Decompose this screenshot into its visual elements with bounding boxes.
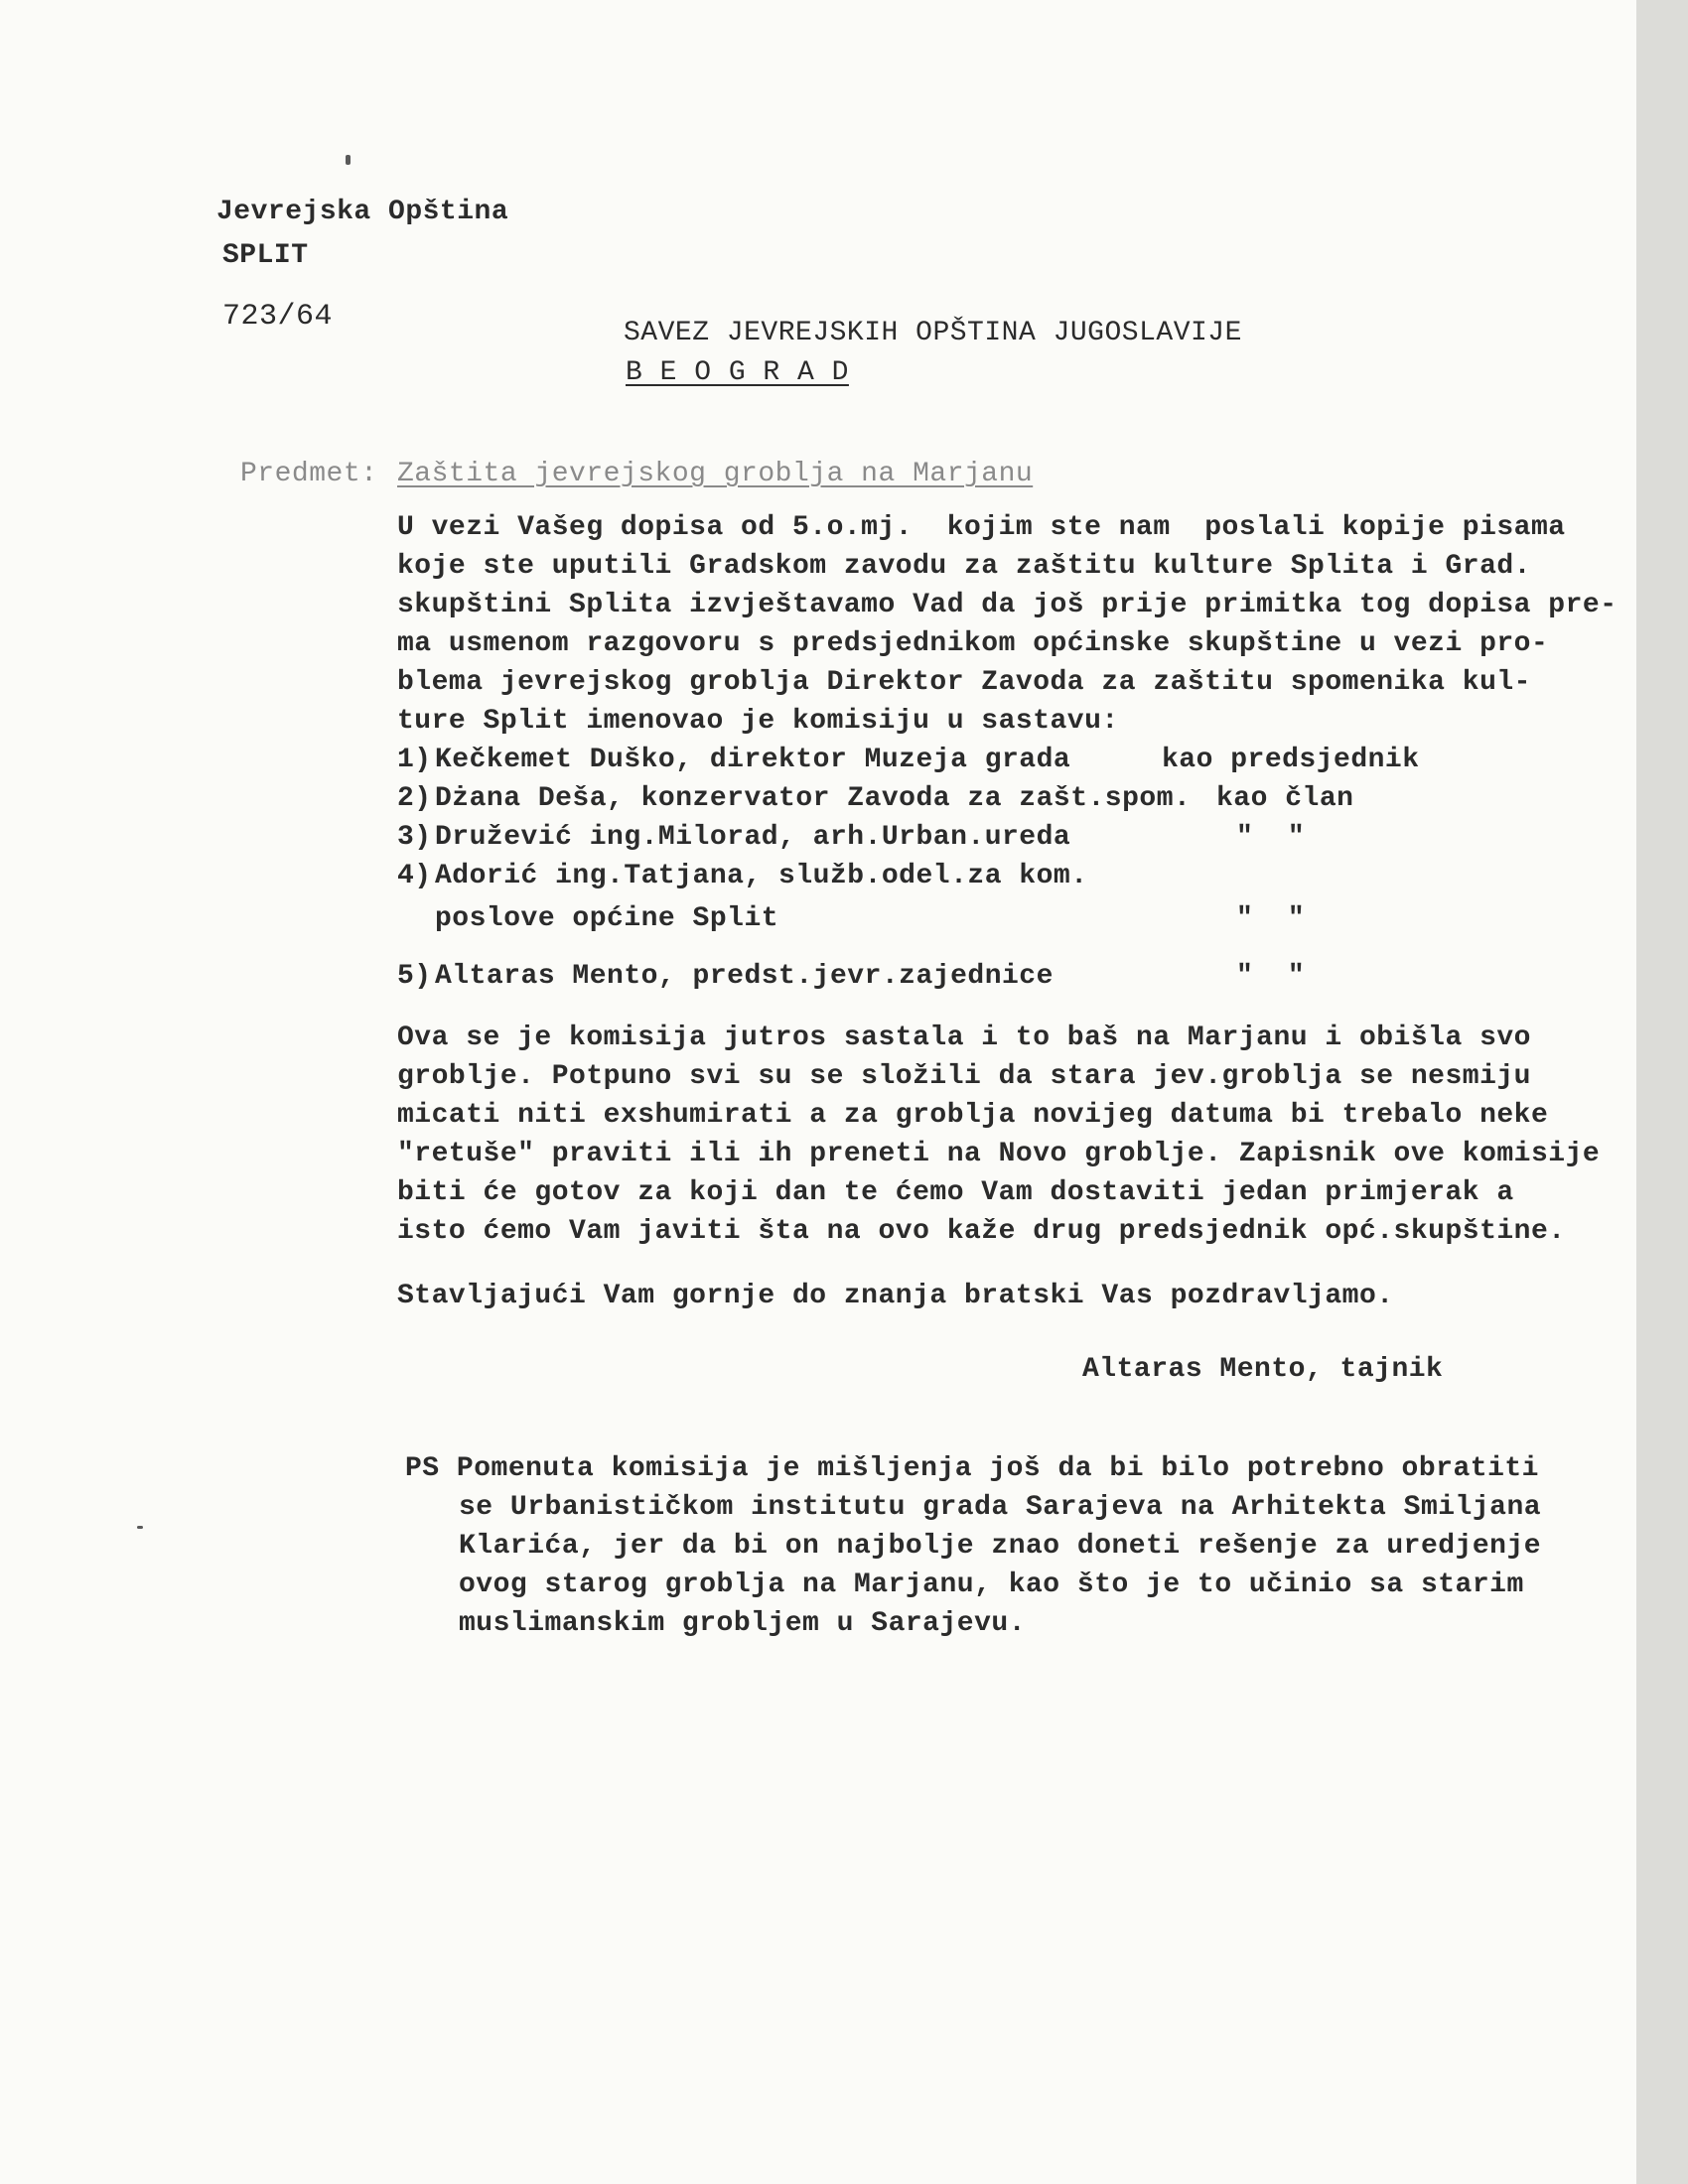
member-role: kao član [1216, 783, 1354, 814]
text-line: groblje. Potpuno svi su se složili da stara jev.groblja se nesmiju [397, 1061, 1531, 1092]
text-line: PS Pomenuta komisija je mišljenja još da bi bilo potrebno obratiti [405, 1453, 1539, 1484]
member-name: Družević ing.Milorad, arh.Urban.ureda [435, 822, 1071, 853]
item-number: 3) [397, 822, 432, 853]
reference-number: 723/64 [222, 300, 334, 334]
member-name: Adorić ing.Tatjana, služb.odel.za kom. [435, 861, 1088, 891]
item-number: 4) [397, 861, 432, 891]
text-line: Klarića, jer da bi on najbolje znao doneti rešenje za uredjenje [459, 1531, 1542, 1562]
text-line: ma usmenom razgovoru s predsjednikom općinske skupštine u vezi pro- [397, 628, 1549, 659]
ink-mark [346, 155, 351, 165]
item-number: 5) [397, 961, 432, 992]
member-role: " " [1236, 903, 1306, 934]
subject-text: Zaštita jevrejskog groblja na Marjanu [397, 459, 1034, 489]
item-number: 1) [397, 745, 432, 775]
closing-line: Stavljajući Vam gornje do znanja bratski Vas pozdravljamo. [397, 1281, 1394, 1311]
scan-edge [1636, 0, 1688, 2184]
member-name-continued: poslove općine Split [435, 903, 779, 934]
text-line: ture Split imenovao je komisiju u sastavu: [397, 706, 1119, 737]
text-line: micati niti exshumirati a za groblja novijeg datuma bi trebalo neke [397, 1100, 1549, 1131]
text-line: skupštini Splita izvještavamo Vad da još prije primitka tog dopisa pre- [397, 590, 1618, 620]
signature: Altaras Mento, tajnik [1082, 1354, 1444, 1385]
text-line: muslimanskim grobljem u Sarajevu. [459, 1608, 1026, 1639]
member-name: Kečkemet Duško, direktor Muzeja grada [435, 745, 1071, 775]
text-line: se Urbanističkom institutu grada Sarajeva na Arhitekta Smiljana [459, 1492, 1542, 1523]
member-role: " " [1236, 822, 1306, 853]
subject-label: Predmet: [240, 459, 378, 489]
text-line: biti će gotov za koji dan te ćemo Vam dostaviti jedan primjerak a [397, 1177, 1514, 1208]
text-line: ovog starog groblja na Marjanu, kao što je to učinio sa starim [459, 1570, 1524, 1600]
member-role: kao predsjednik [1162, 745, 1420, 775]
text-line: "retuše" praviti ili ih preneti na Novo groblje. Zapisnik ove komisije [397, 1139, 1601, 1169]
ink-mark [137, 1526, 143, 1529]
text-line: isto ćemo Vam javiti šta na ovo kaže drug predsjednik opć.skupštine. [397, 1216, 1566, 1247]
text-line: blema jevrejskog groblja Direktor Zavoda za zaštitu spomenika kul- [397, 667, 1531, 698]
sender-name: Jevrejska Opština [216, 197, 509, 227]
text-line: Ova se je komisija jutros sastala i to baš na Marjanu i obišla svo [397, 1023, 1531, 1053]
member-role: " " [1236, 961, 1306, 992]
text-line: U vezi Vašeg dopisa od 5.o.mj. kojim ste nam poslali kopije pisama [397, 512, 1566, 543]
item-number: 2) [397, 783, 432, 814]
member-name: Altaras Mento, predst.jevr.zajednice [435, 961, 1054, 992]
member-name: Dżana Deša, konzervator Zavoda za zašt.spom. [435, 783, 1192, 814]
text-line: koje ste uputili Gradskom zavodu za zaštitu kulture Splita i Grad. [397, 551, 1531, 582]
sender-city: SPLIT [222, 240, 309, 271]
recipient-name: SAVEZ JEVREJSKIH OPŠTINA JUGOSLAVIJE [624, 318, 1242, 348]
recipient-city: B E O G R A D [626, 357, 849, 388]
